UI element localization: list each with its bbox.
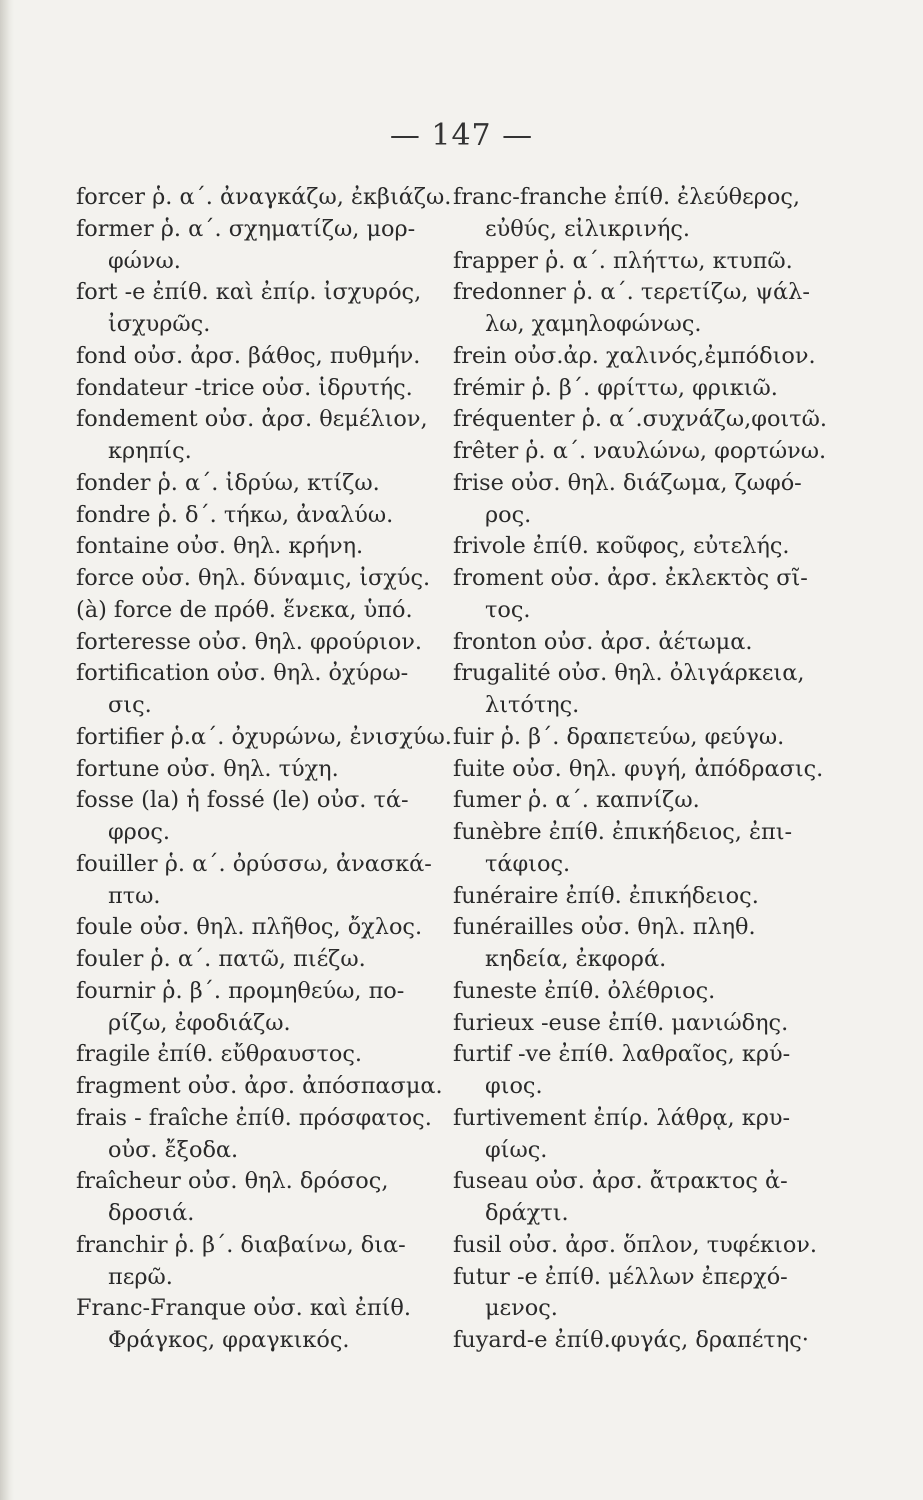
dictionary-entry-continuation: λιτότης. (485, 692, 580, 718)
dictionary-entry-continuation: κηδεία, ἐκφορά. (485, 946, 667, 972)
dictionary-entry-line: futur -e ἐπίθ. μέλλων ἐπερχό- (453, 1263, 788, 1290)
dictionary-entry-continuation: λω, χαμηλοφώνως. (485, 311, 702, 337)
left-column (76, 182, 452, 1357)
dictionary-entry-line: fuyard-e ἐπίθ.φυγάς, δραπέτης· (453, 1327, 809, 1353)
dictionary-entry-line: fondement οὐσ. ἀρσ. θεμέλιον, (76, 406, 428, 433)
dictionary-entry-line: fusil οὐσ. ἀρσ. ὅπλον, τυφέκιον. (453, 1231, 818, 1258)
dictionary-entry-continuation: ρος. (485, 501, 532, 528)
dictionary-entry-line: fortification οὐσ. θηλ. ὀχύρω- (76, 660, 409, 687)
dictionary-entry-line: froment οὐσ. ἀρσ. ἐκλεκτὸς σῖ- (453, 565, 808, 591)
dictionary-entry-line: fonder ῥ. α΄. ἱδρύω, κτίζω. (76, 469, 380, 496)
dictionary-entry-line: frise οὐσ. θηλ. διάζωμα, ζωφό- (453, 469, 802, 496)
dictionary-entry-line: funeste ἐπίθ. ὀλέθριος. (453, 977, 716, 1004)
dictionary-entry-line: fraîcheur οὐσ. θηλ. δρόσος, (76, 1168, 389, 1195)
dictionary-entry-line: funérailles οὐσ. θηλ. πληθ. (453, 914, 756, 941)
right-column (453, 182, 827, 1357)
dictionary-entry-line: fuite οὐσ. θηλ. φυγή, ἀπόδρασις. (453, 755, 824, 782)
dictionary-entry-line: frugalité οὐσ. θηλ. ὀλιγάρκεια, (453, 660, 805, 687)
dictionary-entry-line: foule οὐσ. θηλ. πλῆθος, ὄχλος. (76, 914, 423, 941)
dictionary-entry-line: force οὐσ. θηλ. δύναμις, ἰσχύς. (76, 565, 431, 591)
dictionary-entry-line: fortifier ῥ.α΄. ὀχυρώνω, ἐνισχύω. (76, 723, 452, 750)
dictionary-entry-continuation: οὐσ. ἔξοδα. (108, 1136, 239, 1163)
dictionary-entry-line: fréquenter ῥ. α΄.συχνάζω,φοιτῶ. (453, 406, 827, 433)
dictionary-entry-continuation: φώνω. (108, 247, 181, 274)
dictionary-entry-continuation: ρίζω, ἐφοδιάζω. (108, 1009, 291, 1036)
dictionary-entry-line: fragile ἐπίθ. εὔθραυστος. (76, 1041, 362, 1068)
dictionary-entry-continuation: φίως. (485, 1136, 548, 1163)
page-binding-edge (0, 0, 14, 1500)
dictionary-entry-continuation: τάφιος. (485, 850, 571, 877)
dictionary-entry-line: fontaine οὐσ. θηλ. κρήνη. (76, 533, 364, 560)
dictionary-entry-line: frivole ἐπίθ. κοῦφος, εὐτελής. (453, 533, 790, 560)
dictionary-entry-line: funèbre ἐπίθ. ἐπικήδειος, ἐπι- (453, 819, 793, 845)
dictionary-entry-continuation: δροσιά. (108, 1200, 195, 1226)
dictionary-entry-continuation: κρηπίς. (108, 438, 192, 464)
dictionary-entry-line: fouler ῥ. α΄. πατῶ, πιέζω. (76, 946, 366, 972)
dictionary-entry-continuation: φιος. (485, 1073, 543, 1099)
dictionary-entry-line: fond οὐσ. ἀρσ. βάθος, πυθμήν. (76, 342, 421, 369)
dictionary-entry-continuation: εὐθύς, εἰλικρινής. (485, 215, 691, 242)
dictionary-entry-line: forteresse οὐσ. θηλ. φρούριον. (76, 628, 423, 655)
dictionary-entry-continuation: σις. (108, 692, 152, 718)
dictionary-entry-line: fronton οὐσ. ἀρσ. ἀέτωμα. (453, 628, 753, 655)
dictionary-entry-line: fondre ῥ. δ΄. τήκω, ἀναλύω. (76, 501, 394, 528)
dictionary-entry-line: funéraire ἐπίθ. ἐπικήδειος. (453, 882, 759, 909)
dictionary-entry-line: furieux -euse ἐπίθ. μανιώδης. (453, 1009, 789, 1036)
dictionary-entry-line: fuseau οὐσ. ἀρσ. ἄτρακτος ἀ- (453, 1168, 788, 1195)
dictionary-entry-continuation: Φράγκος, φραγκικός. (108, 1327, 350, 1353)
dictionary-entry-continuation: τος. (485, 596, 531, 623)
dictionary-entry-line: fondateur -trice οὐσ. ἱδρυτής. (76, 374, 413, 401)
dictionary-entry-continuation: μενος. (485, 1295, 558, 1322)
dictionary-entry-line: franchir ῥ. β΄. διαβαίνω, δια- (76, 1231, 406, 1258)
dictionary-entry-line: frapper ῥ. α΄. πλήττω, κτυπῶ. (453, 247, 793, 274)
dictionary-entry-continuation: δράχτι. (485, 1200, 569, 1226)
dictionary-entry-line: frais - fraîche ἐπίθ. πρόσφατος. (76, 1104, 432, 1131)
dictionary-entry-continuation: πτω. (108, 882, 161, 909)
dictionary-entry-line: former ῥ. α΄. σχηματίζω, μορ- (76, 215, 416, 242)
dictionary-entry-line: fuir ῥ. β΄. δραπετεύω, φεύγω. (453, 723, 785, 750)
dictionary-entry-line: fosse (la) ἡ fossé (le) οὐσ. τά- (76, 787, 409, 814)
dictionary-entry-line: furtif -ve ἐπίθ. λαθραῖος, κρύ- (453, 1041, 791, 1068)
dictionary-entry-line: forcer ῥ. α΄. ἀναγκάζω, ἐκβιάζω. (76, 184, 452, 210)
dictionary-entry-line: fragment οὐσ. ἀρσ. ἀπόσπασμα. (76, 1073, 443, 1099)
dictionary-entry-line: fredonner ῥ. α΄. τερετίζω, ψάλ- (453, 279, 810, 306)
dictionary-entry-line: Franc-Franque οὐσ. καὶ ἐπίθ. (76, 1295, 411, 1322)
dictionary-entry-continuation: φρος. (108, 819, 170, 845)
dictionary-entry-continuation: περῶ. (108, 1263, 173, 1290)
dictionary-entry-line: frémir ῥ. β΄. φρίττω, φρικιῶ. (453, 374, 778, 401)
dictionary-entry-line: (à) force de πρόθ. ἕνεκα, ὑπό. (76, 596, 413, 623)
page-number: — 147 — (389, 118, 534, 153)
dictionary-entry-line: fournir ῥ. β΄. προμηθεύω, πο- (76, 977, 405, 1004)
dictionary-entry-line: franc-franche ἐπίθ. ἐλεύθερος, (453, 184, 800, 210)
dictionary-entry-line: fortune οὐσ. θηλ. τύχη. (76, 755, 339, 782)
dictionary-entry-line: fouiller ῥ. α΄. ὀρύσσω, ἀνασκά- (76, 850, 432, 877)
dictionary-entry-line: fort -e ἐπίθ. καὶ ἐπίρ. ἰσχυρός, (76, 279, 422, 306)
dictionary-entry-continuation: ἰσχυρῶς. (108, 311, 211, 337)
dictionary-entry-line: frêter ῥ. α΄. ναυλώνω, φορτώνω. (453, 438, 827, 464)
dictionary-entry-line: furtivement ἐπίρ. λάθρᾳ, κρυ- (453, 1104, 791, 1131)
dictionary-entry-line: fumer ῥ. α΄. καπνίζω. (453, 787, 700, 814)
dictionary-entry-line: frein οὐσ.ἀρ. χαλινός,ἐμπόδιον. (453, 342, 816, 369)
